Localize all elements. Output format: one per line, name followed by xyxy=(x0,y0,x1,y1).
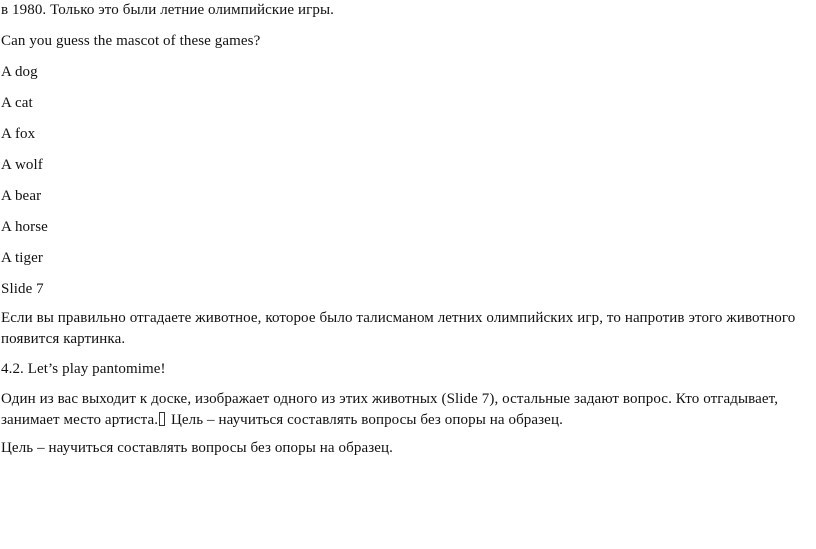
option-fox: A fox xyxy=(1,126,36,142)
intro-line: в 1980. Только это были летние олимпийские игры. xyxy=(1,2,335,18)
option-bear: A bear xyxy=(1,188,42,204)
section-heading: 4.2. Let’s play pantomime! xyxy=(1,361,166,377)
option-dog: A dog xyxy=(1,64,38,80)
instruction-paragraph: Если вы правильно отгадаете животное, которое было талисманом летних олимпийских игр, то напротив этого животного появится картинка. xyxy=(1,310,796,347)
slide-label: Slide 7 xyxy=(1,281,44,297)
goal-inline-text: Цель – научиться составлять вопросы без опоры на образец. xyxy=(167,412,563,428)
mascot-question: Can you guess the mascot of these games? xyxy=(1,33,261,49)
option-cat: A cat xyxy=(1,95,33,111)
option-horse: A horse xyxy=(1,219,48,235)
goal-paragraph: Цель – научиться составлять вопросы без опоры на образец. xyxy=(1,440,393,456)
option-tiger: A tiger xyxy=(1,250,43,266)
pantomime-paragraph xyxy=(1,389,801,431)
option-wolf: A wolf xyxy=(1,157,43,173)
pantomime-text: Один из вас выходит к доске, изображает одного из этих животных (Slide 7), остальные задают вопрос. Кто отгадывает, занимает место артиста. xyxy=(1,391,779,428)
missing-glyph-icon xyxy=(159,412,165,426)
